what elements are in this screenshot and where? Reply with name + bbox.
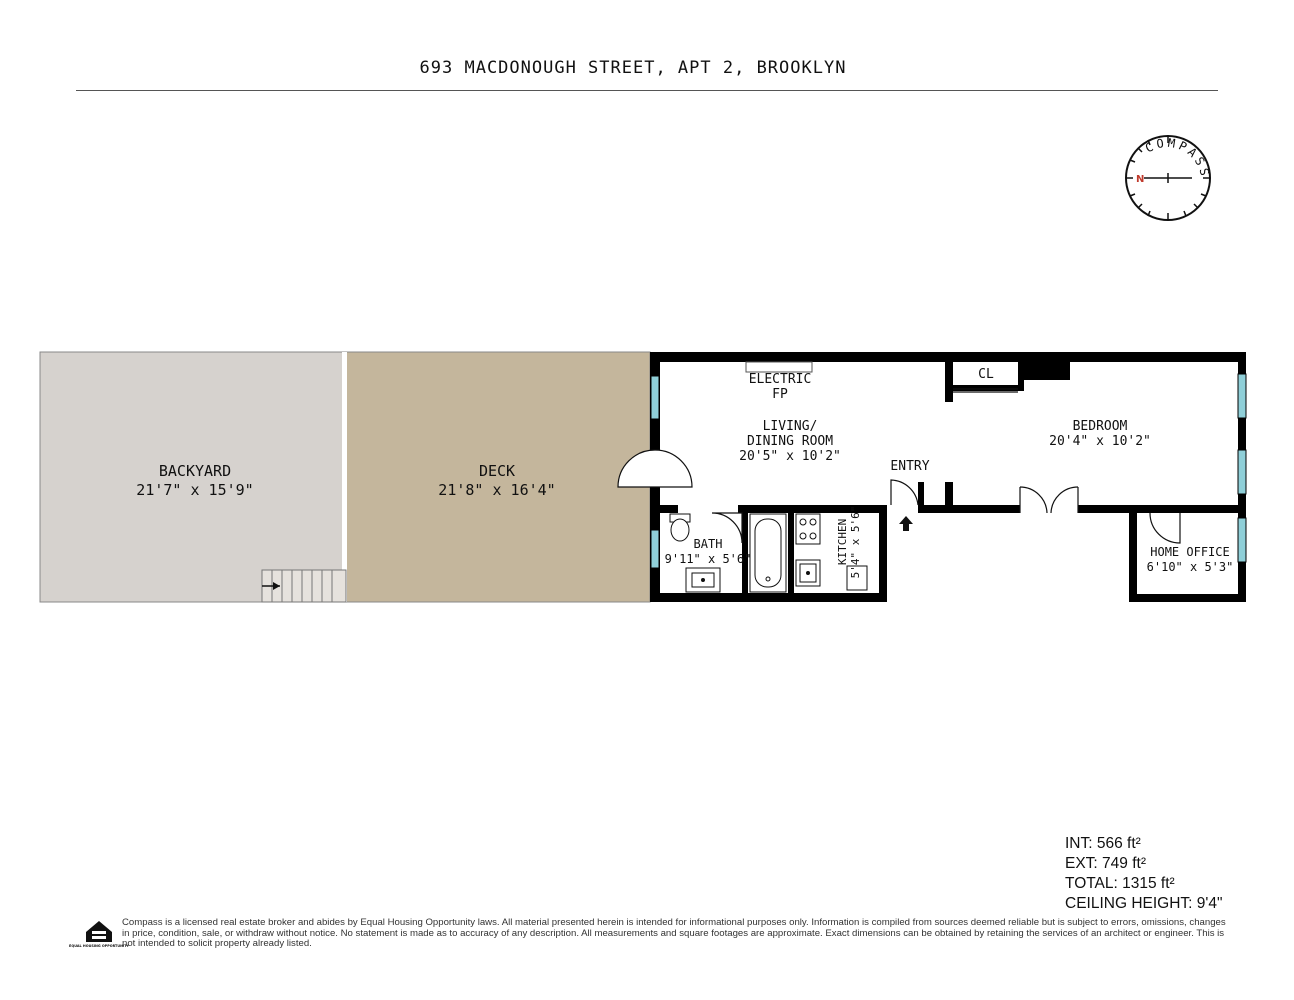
deck-dimensions: 21'8" x 16'4": [438, 481, 556, 499]
kitchen-label: KITCHEN: [836, 518, 849, 566]
exterior-area: EXT: 749 ft²: [1065, 855, 1146, 872]
equal-housing-logo-icon: [69, 918, 129, 952]
backyard-name: BACKYARD: [158, 462, 232, 480]
home-office-name: HOME OFFICE: [1150, 545, 1230, 559]
deck-label: [432, 462, 562, 500]
equal-housing-logo-text: EQUAL HOUSING OPPORTUNITY: [69, 944, 129, 948]
living-room-line1: LIVING/: [762, 419, 818, 434]
living-room-dimensions: 20'5" x 10'2": [739, 449, 841, 464]
fireplace-line2: FP: [772, 387, 788, 402]
area-summary: [1065, 834, 1222, 914]
bath-sink-icon: [686, 568, 720, 592]
bedroom-dimensions: 20'4" x 10'2": [1049, 434, 1151, 449]
stove-icon: [796, 514, 820, 544]
home-office-dimensions: 6'10" x 5'3": [1146, 560, 1234, 574]
bath-name: BATH: [693, 537, 723, 551]
bedroom-label: [1040, 419, 1160, 449]
page-title: 693 MACDONOUGH STREET, APT 2, BROOKLYN: [419, 58, 847, 78]
home-office-label: [1140, 545, 1240, 575]
compass-north-label: N: [1136, 174, 1145, 185]
legal-disclaimer: Compass is a licensed real estate broker and abides by Equal Housing Opportunity laws. All material presented herein is intended for informational purposes only. Information is compiled from sources deemed reliable but is subject to errors, omissions, changes in price, condition, sale, or withdraw without notice. No statement is made as to accuracy of any description. All measurements and square footages are approximate. Exact dimensions can be obtained by retaining the services of an architect or engineer. This is not intended to solicit property already listed.: [122, 917, 1226, 949]
fireplace-icon: [746, 362, 812, 372]
bath-dimensions: 9'11" x 5'6": [664, 552, 752, 566]
backyard-dimensions: 21'7" x 15'9": [136, 481, 254, 499]
living-room-line2: DINING ROOM: [746, 434, 834, 449]
living-room-label: [730, 419, 850, 464]
ceiling-height: CEILING HEIGHT: 9'4": [1065, 895, 1223, 912]
interior-area: INT: 566 ft²: [1065, 835, 1141, 852]
bedroom-name: BEDROOM: [1072, 419, 1128, 434]
bathtub-icon: [750, 514, 786, 592]
total-area: TOTAL: 1315 ft²: [1065, 875, 1175, 892]
kitchen-sink-icon: [796, 560, 820, 586]
compass-label: COMPASS: [1142, 135, 1213, 180]
bath-label: [662, 537, 754, 567]
closet-label: CL: [978, 367, 994, 382]
deck-name: DECK: [478, 462, 516, 480]
kitchen-dimensions: 5'4" x 5'6": [849, 505, 862, 579]
fireplace-label: [740, 372, 820, 402]
fireplace-line1: ELECTRIC: [748, 372, 812, 387]
backyard-label: [135, 462, 255, 500]
deck-edge: [342, 352, 347, 602]
entry-label: ENTRY: [890, 459, 930, 474]
